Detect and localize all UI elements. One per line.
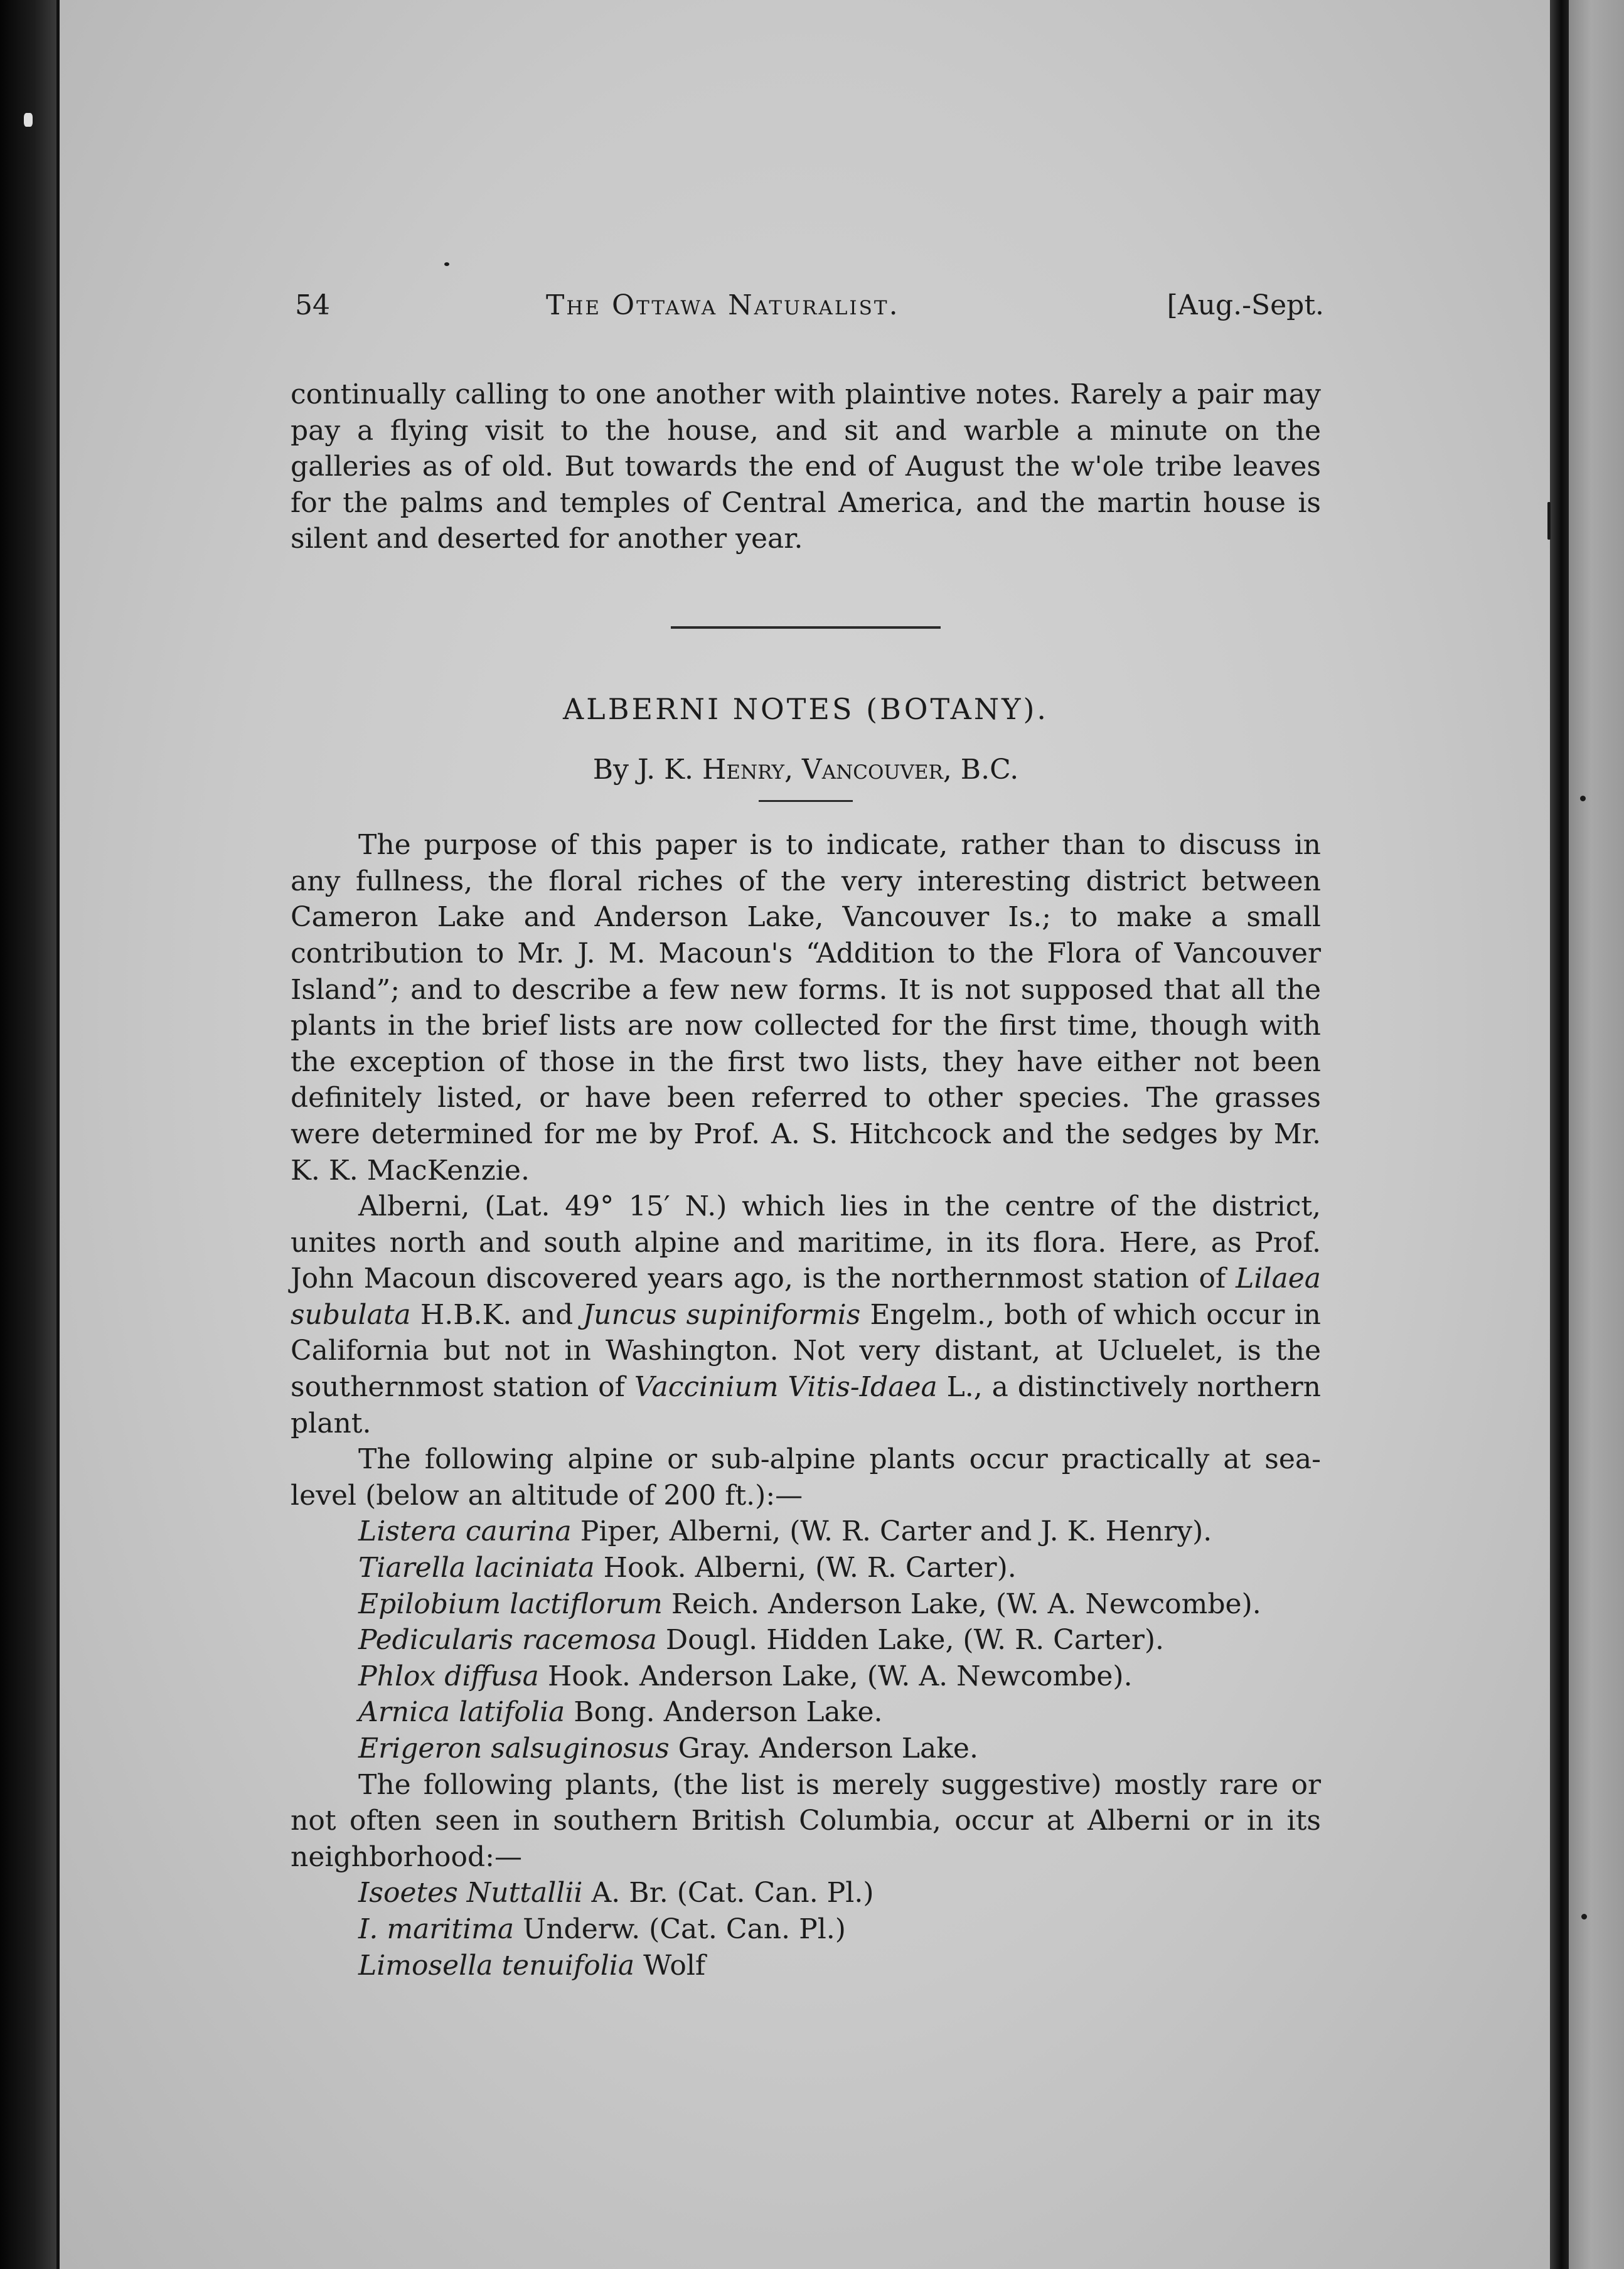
- species-binomial: Isoetes Nuttallii: [358, 1877, 583, 1909]
- speck: [444, 262, 449, 266]
- speck: [24, 113, 33, 127]
- species-entry: [291, 1694, 1321, 1731]
- species-details: Dougl. Hidden Lake, (W. R. Carter).: [656, 1624, 1165, 1657]
- byline: [291, 752, 1321, 788]
- speck: [1580, 796, 1586, 801]
- byline-prefix: By J. K.: [592, 753, 702, 786]
- running-head: [295, 286, 1324, 336]
- species-lilaea: Lilaea subulata: [291, 1263, 1321, 1331]
- rare-plants-intro-paragraph: The following plants, (the list is merely suggestive) mostly rare or not often seen in southern British Columbia, occur at Alberni or in its neighborhood:—: [291, 1768, 1321, 1873]
- species-vaccinium: Vaccinium Vitis-Idaea: [634, 1371, 938, 1404]
- species-binomial: Arnica latifolia: [358, 1696, 565, 1729]
- species-entry: [291, 1550, 1321, 1586]
- species-binomial: Tiarella laciniata: [358, 1552, 595, 1584]
- species-binomial: Pedicularis racemosa: [358, 1624, 657, 1657]
- para2-text-c: Engelm., both of which occur in California but not in Washington. Not very distant, at Ucluelet, is the southernmost station of: [291, 1298, 1321, 1404]
- species-details: Gray. Anderson Lake.: [669, 1732, 978, 1764]
- species-binomial: Epilobium lactiflorum: [358, 1588, 663, 1620]
- species-binomial: Listera caurina: [358, 1515, 572, 1548]
- continuation-paragraph: continually calling to one another with plaintive notes. Rarely a pair may pay a flying visit to the house, and sit and warble a minute on the galleries as of old. But towards the end of August the w'ole tribe leaves for the palms and temples of Central America, and the martin house is silent and deserted for another year.: [291, 378, 1321, 555]
- para2-text-a: Alberni, (Lat. 49° 15′ N.) which lies in the centre of the district, unites north and south alpine and maritime, in its flora. Here, as Prof. John Macoun discovered years ago, is the northernmost station of: [291, 1190, 1321, 1295]
- para2-text-b: H.B.K. and: [410, 1298, 583, 1331]
- species-entry: [291, 1948, 1321, 1984]
- species-entry: [291, 1622, 1321, 1658]
- species-binomial: Limosella tenuifolia: [358, 1949, 635, 1982]
- book-gutter: [1550, 0, 1569, 2269]
- species-details: Piper, Alberni, (W. R. Carter and J. K. Henry).: [571, 1515, 1212, 1548]
- speck: [1547, 502, 1551, 540]
- species-details: Hook. Anderson Lake, (W. A. Newcombe).: [538, 1660, 1133, 1692]
- alberni-paragraph: [291, 1188, 1321, 1441]
- alpine-intro-paragraph: The following alpine or sub-alpine plants occur practically at sea-level (below an altitude of 200 ft.):—: [291, 1443, 1321, 1512]
- species-entry: [291, 1731, 1321, 1767]
- species-entry: [291, 1514, 1321, 1550]
- left-dark-edge: [0, 0, 56, 2269]
- species-details: Wolf: [634, 1949, 706, 1982]
- byline-divider: [759, 800, 853, 802]
- species-binomial: Erigeron salsuginosus: [358, 1732, 670, 1764]
- species-details: Hook. Alberni, (W. R. Carter).: [594, 1552, 1017, 1584]
- species-details: Reich. Anderson Lake, (W. A. Newcombe).: [662, 1588, 1261, 1620]
- species-binomial: Phlox diffusa: [358, 1660, 539, 1692]
- article-title: ALBERNI NOTES (BOTANY).: [562, 691, 1049, 726]
- species-juncus: Juncus supiniformis: [582, 1298, 861, 1331]
- species-entry: [291, 1658, 1321, 1695]
- species-entry: [291, 1875, 1321, 1911]
- page-body: [291, 376, 1321, 1983]
- species-binomial: I. maritima: [358, 1913, 515, 1945]
- para2-text-d: L., a distinctively northern plant.: [291, 1371, 1322, 1439]
- facing-page-edge: [1569, 0, 1624, 2269]
- intro-paragraph: The purpose of this paper is to indicate, rather than to discuss in any fullness, the floral riches of the very interesting district between Cameron Lake and Anderson Lake, Vancouver Is.; to make a small contribution to Mr. J. M. Macoun's “Addition to the Flora of Vancouver Island”; and to describe a few new forms. It is not supposed that all the plants in the brief lists are now collected for the first time, though with the exception of those in the first two lists, they have either not been definitely listed, or have been referred to other species. The grasses were determined for me by Prof. A. S. Hitchcock and the sedges by Mr. K. K. MacKenzie.: [291, 829, 1321, 1187]
- byline-name: Henry, Vancouver, B.C.: [702, 753, 1019, 786]
- page-number: 54: [295, 289, 330, 321]
- species-details: A. Br. (Cat. Can. Pl.): [582, 1877, 874, 1909]
- species-entry: [291, 1911, 1321, 1948]
- issue-date: [Aug.-Sept.: [1167, 289, 1324, 321]
- journal-title: The Ottawa Naturalist.: [546, 289, 900, 321]
- section-divider: [671, 626, 941, 629]
- species-entry: [291, 1586, 1321, 1623]
- species-details: Underw. (Cat. Can. Pl.): [514, 1913, 846, 1945]
- species-details: Bong. Anderson Lake.: [565, 1696, 883, 1729]
- speck: [1581, 1914, 1587, 1919]
